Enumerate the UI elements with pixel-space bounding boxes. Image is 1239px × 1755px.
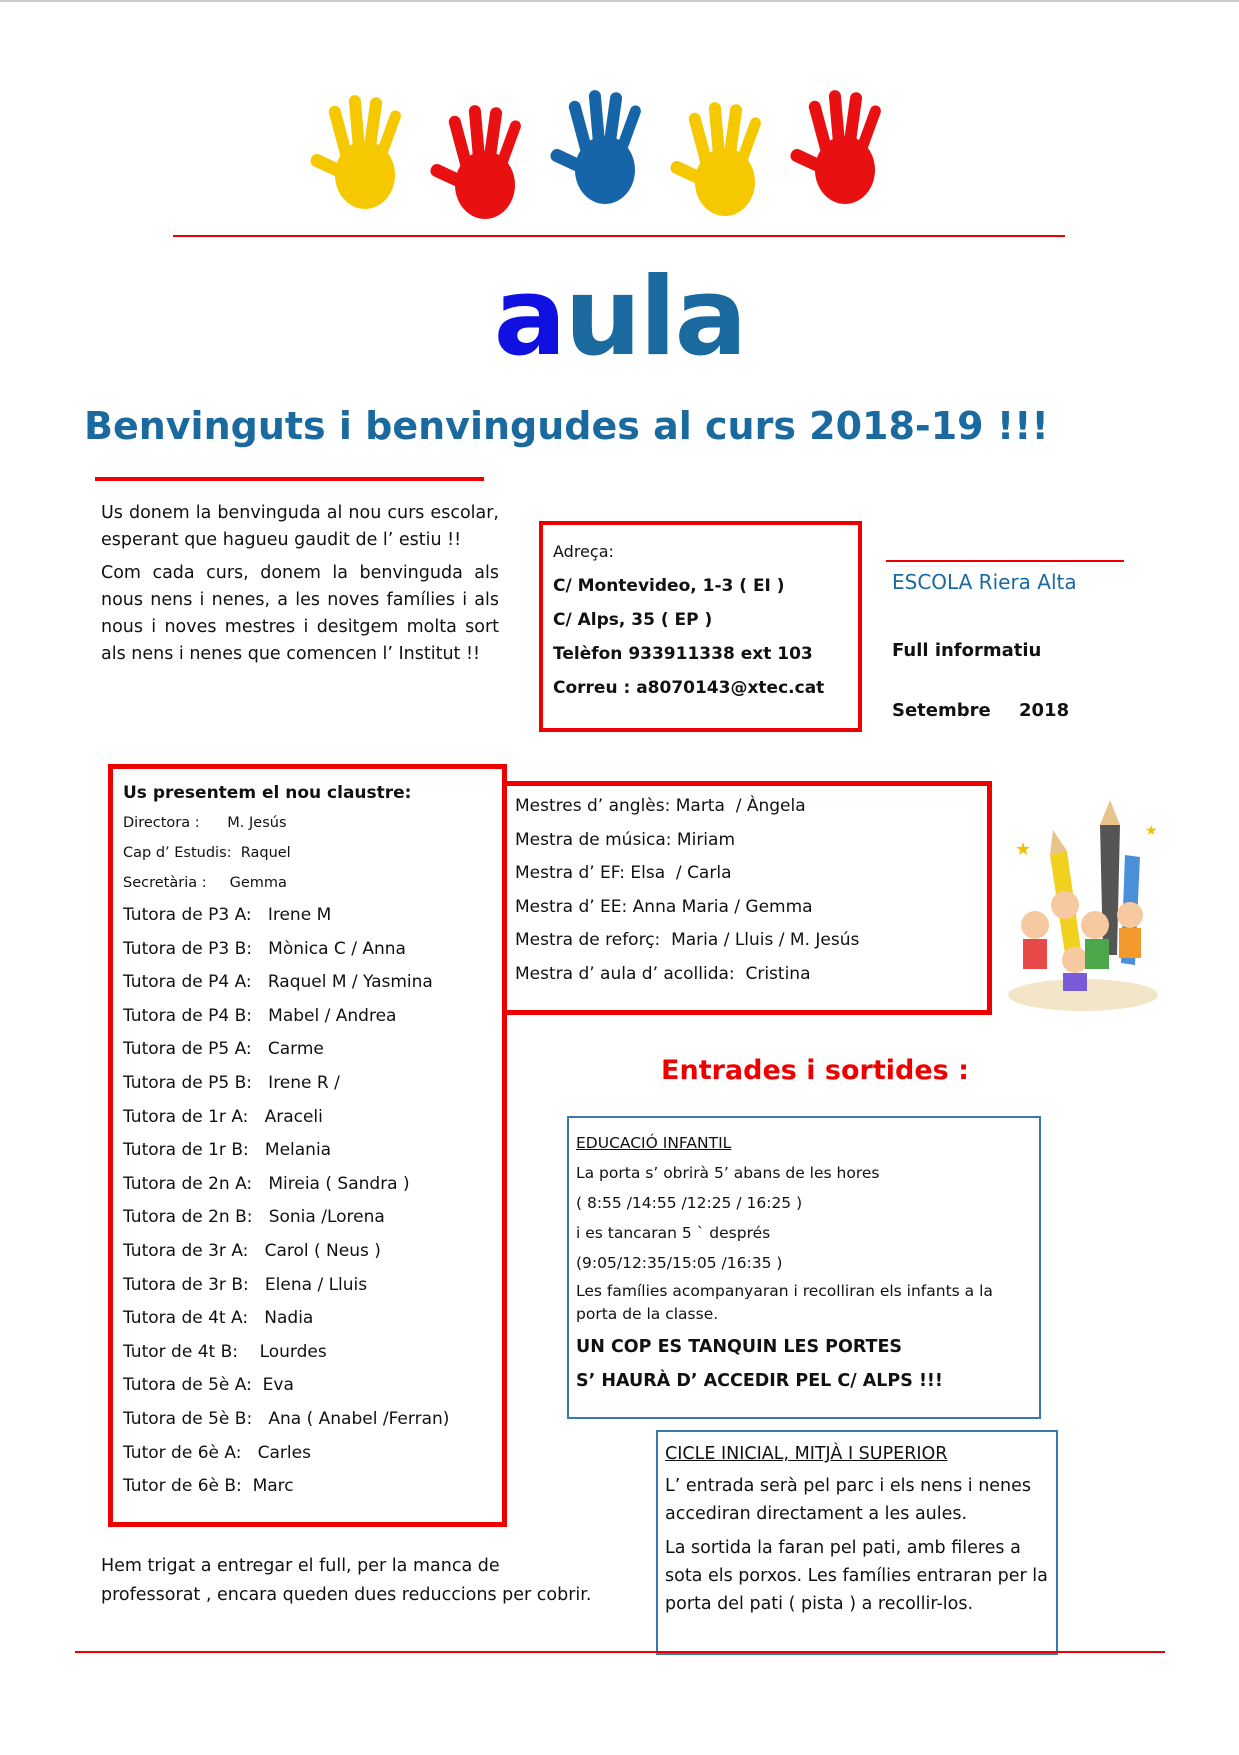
intro-paragraph: Us donem la benvinguda al nou curs escolar, esperant que hagueu gaudit de l’ estiu !! [101, 503, 499, 550]
yellow-hand-icon [308, 95, 402, 209]
page-top-border [0, 0, 1239, 2]
yellow-hand-icon [668, 102, 762, 216]
tutor-row: Tutora de 1r A: Araceli [123, 1106, 323, 1127]
blue-hand-icon [548, 90, 642, 204]
address-ei: C/ Montevideo, 1-3 ( EI ) [553, 576, 785, 596]
handprints-logo [300, 90, 940, 230]
divider [886, 560, 1124, 562]
cicle-paragraph: La sortida la faran pel pati, amb fileres a sota els porxos. Les famílies entraran per la porta del pati ( pista ) a recollir-los. [665, 1538, 1048, 1614]
address-label: Adreça: [553, 542, 614, 561]
tutor-row: Tutora de 2n A: Mireia ( Sandra ) [123, 1173, 410, 1194]
footer-note: Hem trigat a entregar el full, per la manca de professorat , encara queden dues reduccions per cobrir. [101, 1556, 592, 1605]
tutor-row: Tutora de 3r A: Carol ( Neus ) [123, 1240, 381, 1261]
section-title: EDUCACIÓ INFANTIL [576, 1134, 732, 1152]
email: Correu : a8070143@xtec.cat [553, 678, 825, 698]
entries-exits-heading: Entrades i sortides : [661, 1055, 969, 1086]
staff-row: Secretària : Gemma [123, 875, 287, 891]
tutor-row: Tutora de 5è B: Ana ( Anabel /Ferran) [123, 1408, 450, 1429]
teacher-row: Mestres d’ anglès: Marta / Àngela [515, 796, 806, 816]
svg-text:★: ★ [1145, 823, 1158, 839]
heading-underline [95, 477, 484, 481]
infant-education-box [567, 1116, 1041, 1419]
ei-line: ( 8:55 /14:55 /12:25 / 16:25 ) [576, 1194, 803, 1212]
tutor-row: Tutora de 2n B: Sonia /Lorena [123, 1207, 385, 1228]
tutor-row: Tutora de P3 B: Mònica C / Anna [123, 938, 406, 959]
teacher-row: Mestra de reforç: Maria / Lluis / M. Jesús [515, 930, 860, 951]
staff-box [108, 764, 507, 1527]
tutor-row: Tutora de 4t A: Nadia [123, 1308, 314, 1329]
tutor-row: Tutora de P3 A: Irene M [123, 905, 332, 925]
staff-row: Directora : M. Jesús [123, 815, 287, 831]
tutor-row: Tutor de 6è B: Marc [123, 1476, 294, 1497]
month: Setembre [892, 700, 991, 721]
tutor-row: Tutora de P5 A: Carme [123, 1039, 324, 1060]
tutor-row: Tutora de 1r B: Melania [123, 1140, 332, 1161]
intro-paragraph: Com cada curs, donem la benvinguda als nous nens i nenes, a les noves famílies i als nous i noves mestres i desitgem molta sort als nens i nenes que comencen l’ Institut !! [101, 563, 499, 664]
tutor-row: Tutora de P4 B: Mabel / Andrea [123, 1005, 397, 1026]
ei-line: (9:05/12:35/15:05 /16:35 ) [576, 1254, 783, 1272]
tutor-row: Tutora de P4 A: Raquel M / Yasmina [123, 972, 433, 993]
red-hand-icon [788, 90, 882, 204]
specialist-teachers-box [507, 781, 992, 1015]
issue-date [892, 700, 1069, 721]
tutor-row: Tutora de 5è A: Eva [123, 1375, 294, 1396]
teacher-row: Mestra d’ aula d’ acollida: Cristina [515, 963, 811, 984]
primary-cycles-box [656, 1430, 1058, 1655]
tutor-row: Tutora de P5 B: Irene R / [123, 1072, 340, 1093]
title-first-letter: a [493, 255, 565, 380]
section-title: CICLE INICIAL, MITJÀ I SUPERIOR [665, 1444, 948, 1464]
tutor-row: Tutor de 6è A: Carles [123, 1442, 311, 1463]
svg-text:★: ★ [1015, 839, 1032, 860]
document-type: Full informatiu [892, 640, 1042, 661]
intro-text [101, 500, 499, 674]
title-rest: ula [564, 255, 746, 380]
year: 2018 [1019, 700, 1070, 721]
newsletter-title [0, 255, 1239, 380]
divider [173, 235, 1065, 237]
cicle-paragraph: L’ entrada serà pel parc i els nens i nenes accediran directament a les aules. [665, 1476, 1032, 1524]
children-with-pencils-illustration [1005, 795, 1160, 1015]
ei-line: Les famílies acompanyaran i recolliran els infants a la porta de la classe. [576, 1282, 993, 1323]
bottom-divider [75, 1651, 1165, 1653]
welcome-heading: Benvinguts i benvingudes al curs 2018-19 !!! [84, 404, 1049, 448]
tutor-row: Tutor de 4t B: Lourdes [123, 1341, 327, 1362]
staff-row: Cap d’ Estudis: Raquel [123, 845, 291, 861]
ei-line: i es tancaran 5 ` després [576, 1224, 771, 1242]
school-name: ESCOLA Riera Alta [892, 570, 1077, 594]
teacher-row: Mestra d’ EF: Elsa / Carla [515, 863, 732, 884]
teacher-row: Mestra de música: Miriam [515, 829, 736, 850]
teacher-row: Mestra d’ EE: Anna Maria / Gemma [515, 896, 813, 917]
red-hand-icon [428, 105, 522, 219]
ei-line: La porta s’ obrirà 5’ abans de les hores [576, 1164, 880, 1182]
tutor-row: Tutora de 3r B: Elena / Lluis [123, 1274, 368, 1295]
ei-warning: UN COP ES TANQUIN LES PORTES [576, 1337, 903, 1357]
address-box [539, 521, 862, 732]
phone: Telèfon 933911338 ext 103 [553, 644, 813, 664]
address-ep: C/ Alps, 35 ( EP ) [553, 610, 713, 630]
staff-title: Us presentem el nou claustre: [123, 783, 412, 803]
ei-warning: S’ HAURÀ D’ ACCEDIR PEL C/ ALPS !!! [576, 1371, 943, 1391]
